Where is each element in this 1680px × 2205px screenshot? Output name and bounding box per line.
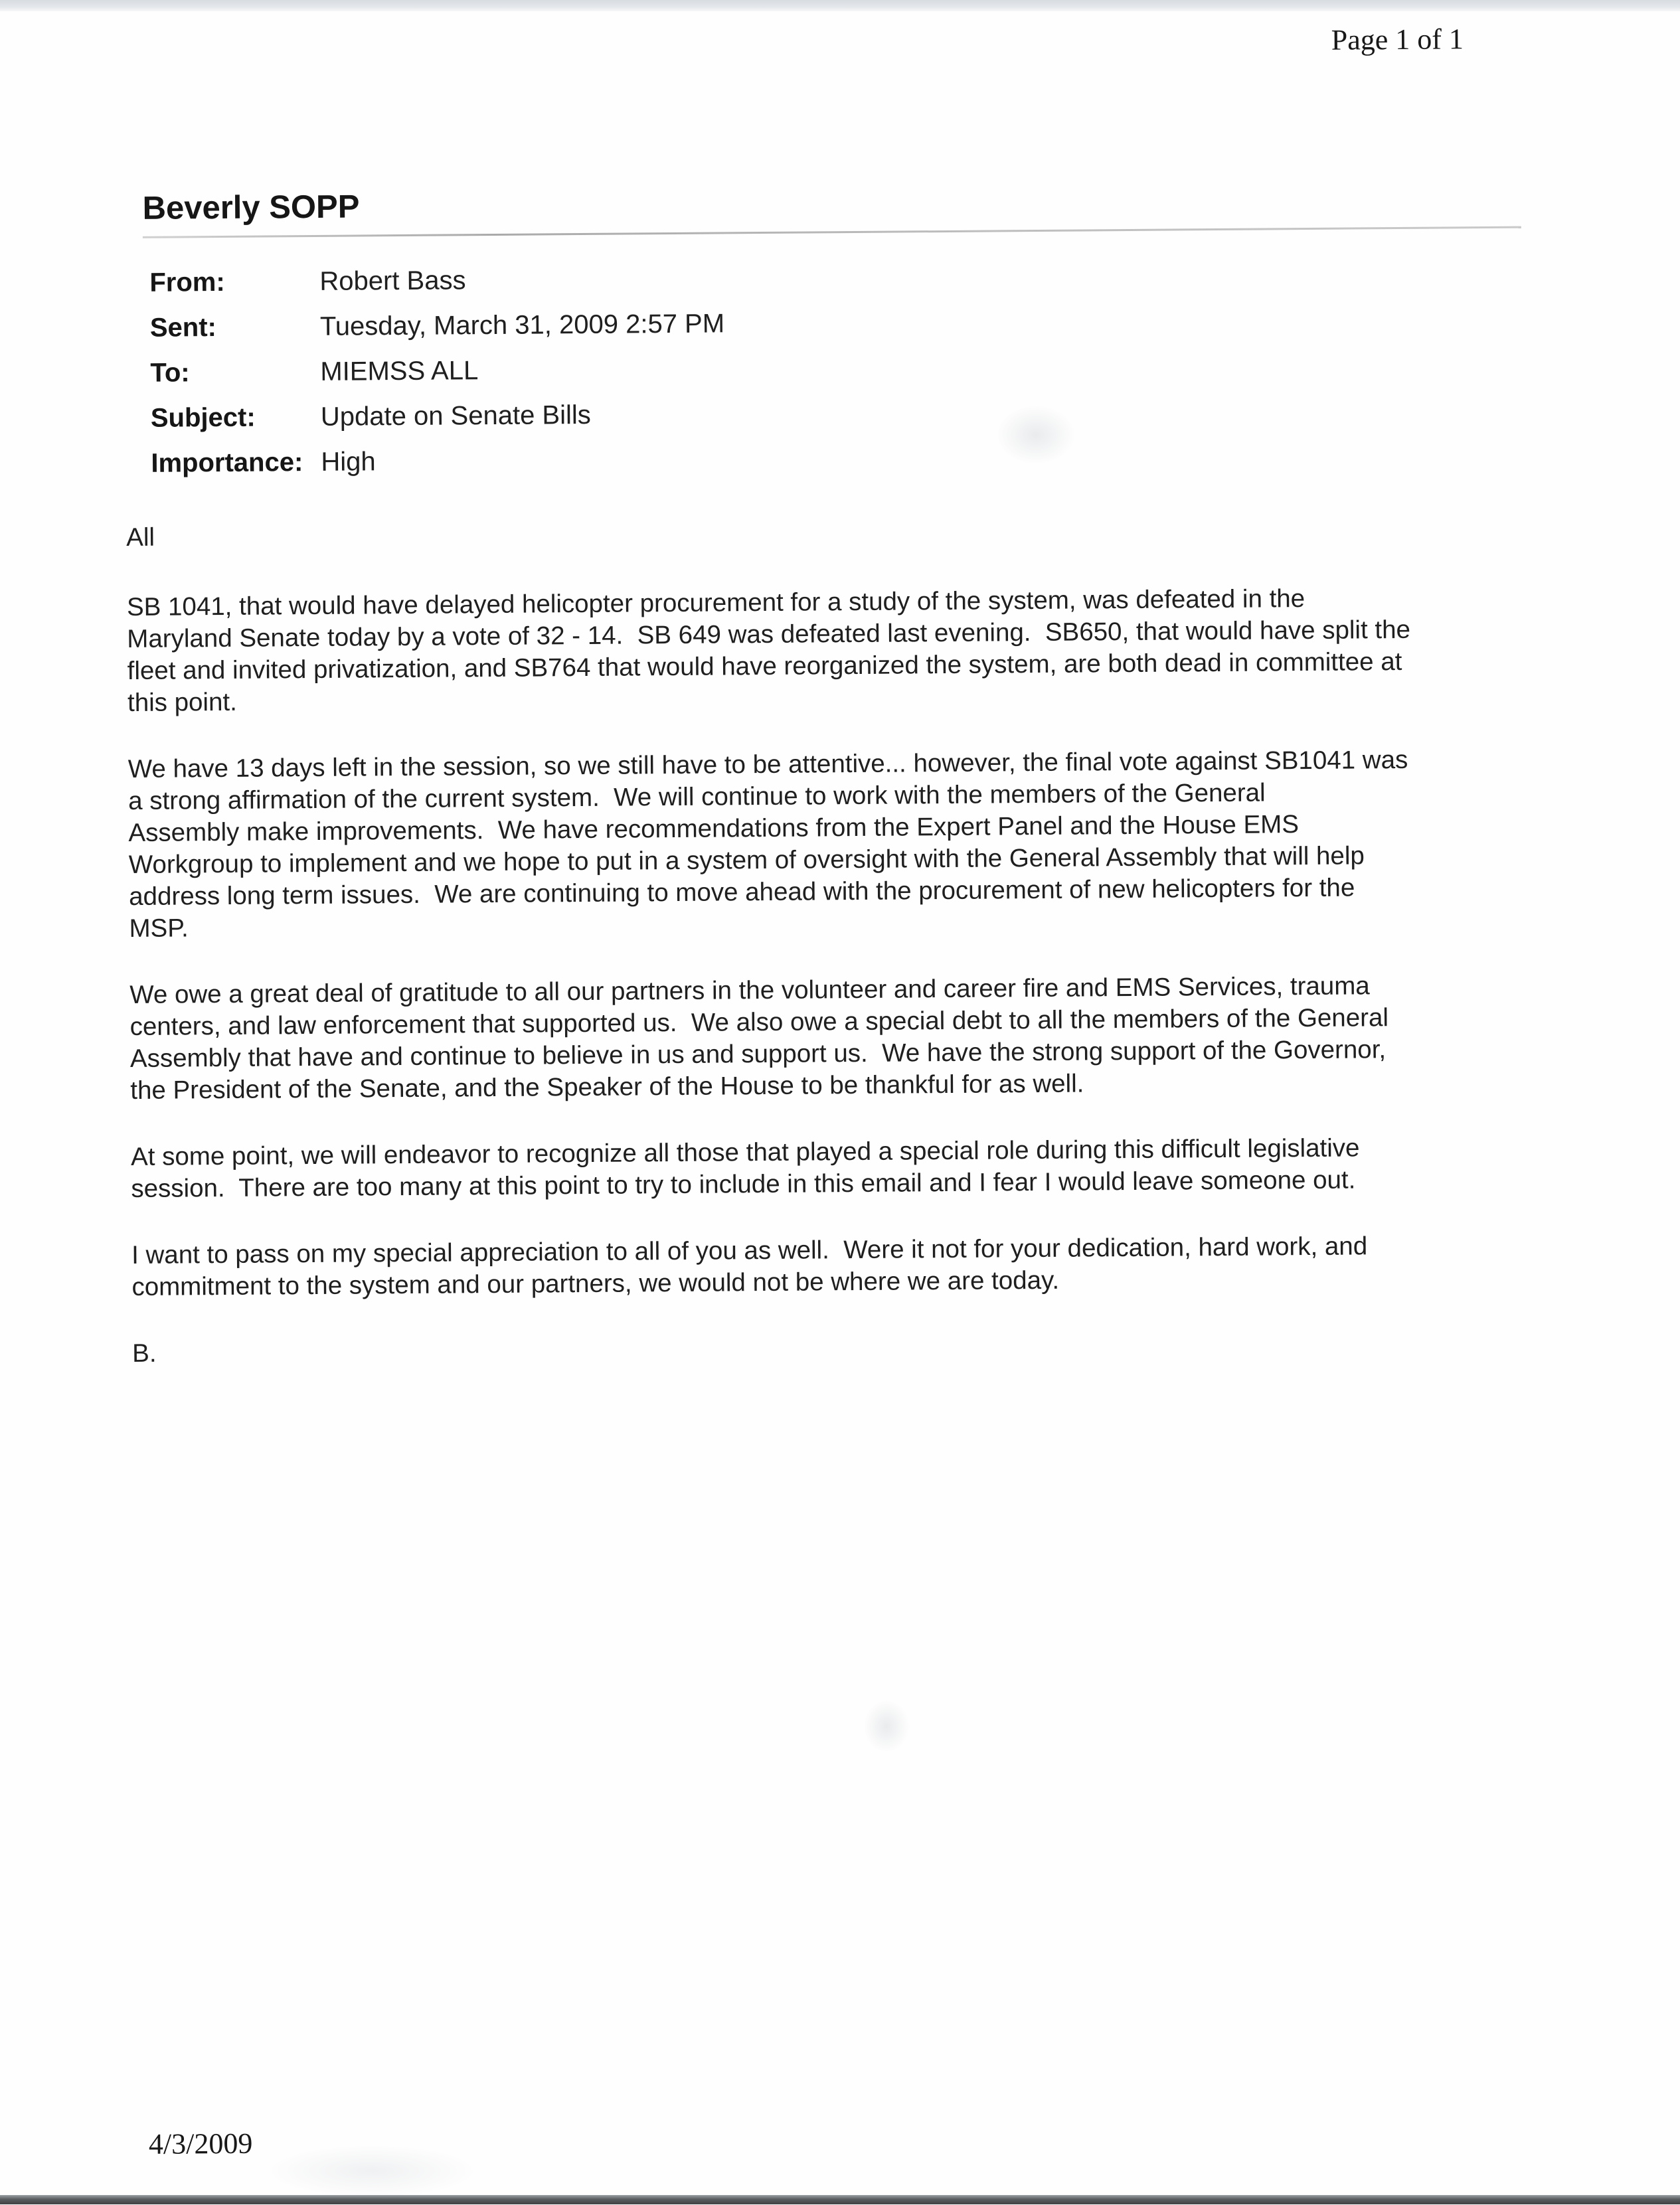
sent-value: Tuesday, March 31, 2009 2:57 PM [319,309,725,341]
recipient-name: Beverly SOPP [142,189,360,226]
header-row-sent [150,307,725,357]
header-divider [143,226,1521,238]
body-paragraph-1: SB 1041, that would have delayed helicopter procurement for a study of the system, was defeated in the Maryland Senate today by a vote of 32 - 14. SB 649 was defeated last evening. SB650, that would have split the fleet and invited privatization, and SB764 that would have reorganized the system, are both dead in committee at this point. [126,584,1411,718]
body-paragraph-5: I want to pass on my special appreciation to all of you as well. Were it not for your dedication, hard work, and commitment to the system and our partners, we would not be where we are today. [131,1232,1368,1302]
footer-date: 4/3/2009 [148,2127,253,2161]
body-paragraph-2: We have 13 days left in the session, so we still have to be attentive... however, the final vote against SB1041 was a strong affirmation of the current system. We will continue to work with the members of the General Assembly make improvements. We have recommendations from the Expert Panel and the House EMS Workgroup to implement and we hope to put in a system of oversight with the General Assembly that will help address long term issues. We are continuing to move ahead with the procurement of new helicopters for the MSP. [127,745,1408,943]
salutation: All [126,523,155,552]
email-header-block [149,262,726,492]
header-row-from [149,262,724,311]
importance-value: High [321,447,376,477]
to-value: MIEMSS ALL [320,356,479,386]
to-label: To: [150,358,190,388]
header-row-subject [151,398,726,447]
body-paragraph-3: We owe a great deal of gratitude to all our partners in the volunteer and career fire and EMS Services, trauma centers, and law enforcement that supported us. We also owe a special debt to all the members of the General Assembly that have and continue to believe in us and support us. We have the strong support of the Governor, the President of the Senate, and the Speaker of the House to be thankful for as well. [129,971,1389,1105]
subject-label: Subject: [150,402,256,433]
sent-label: Sent: [149,313,217,343]
page-number: Page 1 of 1 [1331,23,1464,56]
email-body [126,511,1566,1370]
header-row-importance [151,443,726,492]
subject-value: Update on Senate Bills [320,400,591,432]
header-row-to [150,353,725,402]
from-label: From: [149,267,225,297]
body-paragraph-4: At some point, we will endeavor to recognize all those that played a special role during this difficult legislative session. There are too many at this point to try to include in this email and I fear I would leave someone out. [130,1133,1360,1204]
from-value: Robert Bass [319,266,466,296]
signature: B. [132,1339,157,1368]
importance-label: Importance: [151,448,303,478]
